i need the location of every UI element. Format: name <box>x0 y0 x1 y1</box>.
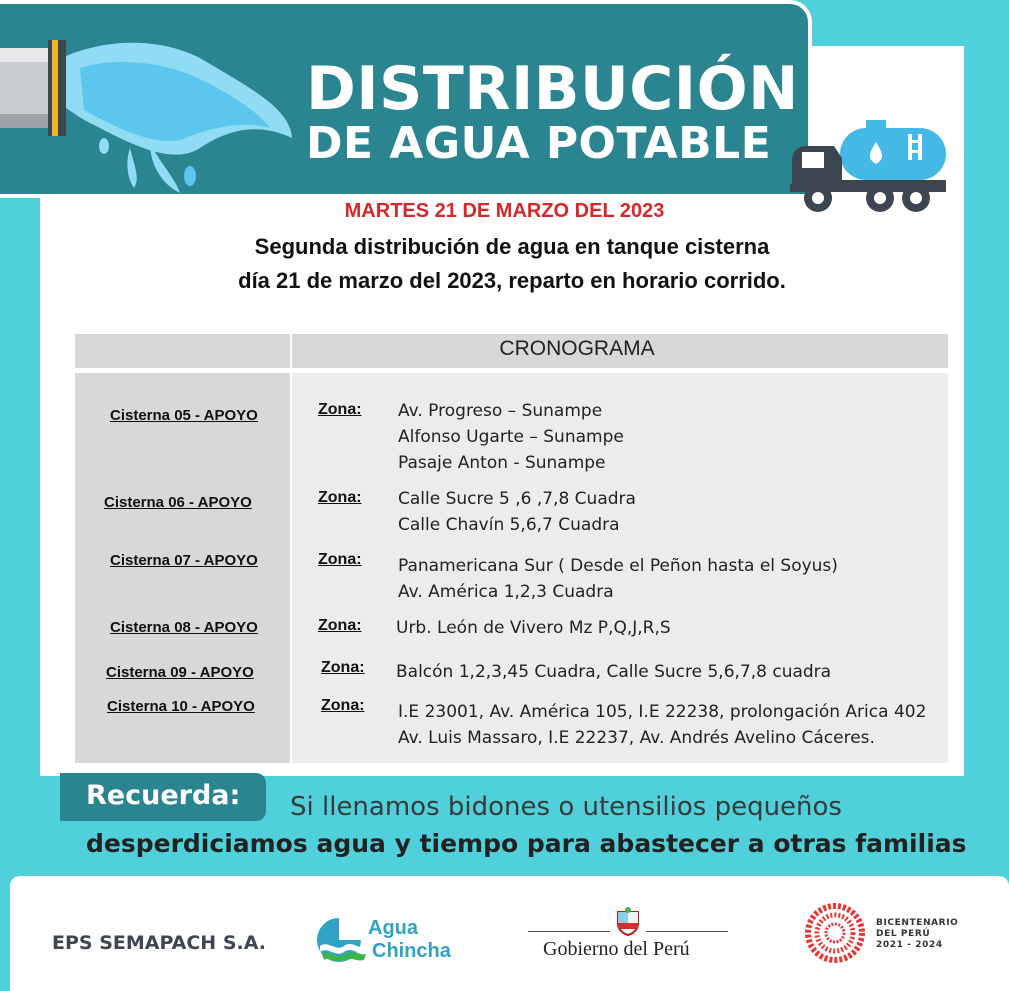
zona-addresses <box>396 615 671 641</box>
reminder-line1: Si llenamos bidones o utensilios pequeños <box>290 792 842 822</box>
agua-chincha-logo-icon <box>310 916 368 964</box>
reminder-label: Recuerda: <box>86 780 241 811</box>
page-title-line1: DISTRIBUCIÓN <box>306 54 799 124</box>
divider <box>528 931 610 932</box>
schedule-heading: CRONOGRAMA <box>499 337 655 360</box>
zona-addresses <box>396 659 831 685</box>
address-line: I.E 23001, Av. América 105, I.E 22238, prolongación Arica 402 <box>398 702 927 722</box>
zona-label: Zona: <box>318 489 362 506</box>
cisterna-07-label: Cisterna 07 - APOYO <box>110 552 258 569</box>
gobierno-peru-logo: Gobierno del Perú <box>543 938 690 960</box>
address-line: Calle Sucre 5 ,6 ,7,8 Cuadra <box>398 489 636 509</box>
address-line: Av. América 1,2,3 Cuadra <box>398 582 614 602</box>
address-line: Pasaje Anton - Sunampe <box>398 453 606 473</box>
cisterna-09-label: Cisterna 09 - APOYO <box>106 664 254 681</box>
water-pipe-icon <box>0 28 300 198</box>
address-line: Urb. León de Vivero Mz P,Q,J,R,S <box>396 618 671 638</box>
zona-label: Zona: <box>318 551 362 568</box>
bicentenario-line2: DEL PERÚ <box>876 929 931 939</box>
cisterna-08-label: Cisterna 08 - APOYO <box>110 619 258 636</box>
cisterna-06-label: Cisterna 06 - APOYO <box>104 494 252 511</box>
zona-addresses <box>398 486 636 538</box>
intro-line1: Segunda distribución de agua en tanque cisterna <box>254 234 770 259</box>
address-line: Calle Chavín 5,6,7 Cuadra <box>398 515 620 535</box>
cisterna-05-label: Cisterna 05 - APOYO <box>110 407 258 424</box>
page-title-line2: DE AGUA POTABLE <box>306 118 772 169</box>
zona-label: Zona: <box>321 659 365 676</box>
table-header-left <box>75 334 290 368</box>
address-line: Panamericana Sur ( Desde el Peñon hasta el Soyus) <box>398 556 838 576</box>
zona-addresses <box>398 398 624 476</box>
zona-addresses <box>398 699 926 751</box>
bicentenario-line1: BICENTENARIO <box>876 918 959 928</box>
address-line: Av. Luis Massaro, I.E 22237, Av. Andrés Avelino Cáceres. <box>398 728 875 748</box>
address-line: Alfonso Ugarte – Sunampe <box>398 427 624 447</box>
agua-chincha-line1: Agua <box>368 917 418 939</box>
bicentenario-line3: 2021 - 2024 <box>876 940 943 950</box>
bicentenario-text <box>876 918 958 951</box>
zona-label: Zona: <box>318 617 362 634</box>
zona-label: Zona: <box>318 401 362 418</box>
cisterna-10-label: Cisterna 10 - APOYO <box>107 698 255 715</box>
zona-addresses <box>398 553 838 605</box>
eps-semapach-logo: EPS SEMAPACH S.A. <box>52 932 267 954</box>
address-line: Av. Progreso – Sunampe <box>398 401 603 421</box>
agua-chincha-line2: Chincha <box>372 940 451 962</box>
zona-label: Zona: <box>321 697 365 714</box>
address-line: Balcón 1,2,3,45 Cuadra, Calle Sucre 5,6,7,8 cuadra <box>396 662 832 682</box>
reminder-line2: desperdiciamos agua y tiempo para abastecer a otras familias <box>86 829 967 858</box>
distribution-date: MARTES 21 DE MARZO DEL 2023 <box>344 200 665 222</box>
peru-shield-icon <box>614 906 642 936</box>
bicentenario-emblem-icon <box>804 902 866 964</box>
intro-line2: día 21 de marzo del 2023, reparto en horario corrido. <box>238 268 786 293</box>
divider <box>646 931 728 932</box>
